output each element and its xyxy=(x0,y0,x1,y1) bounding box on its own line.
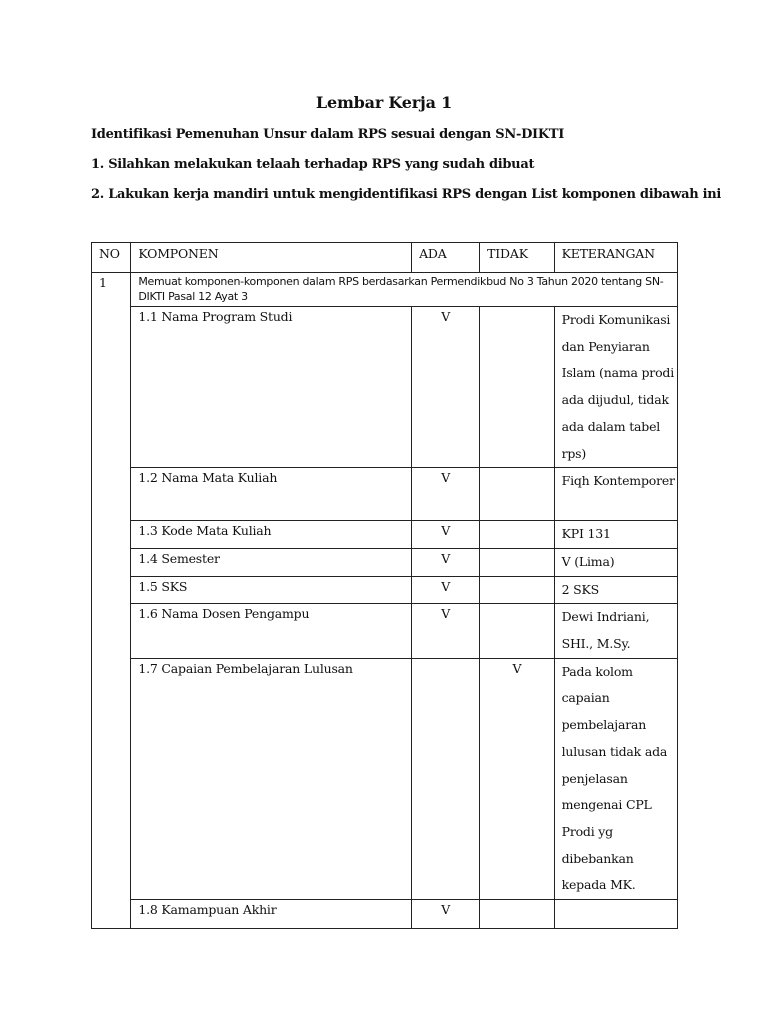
tidak-cell xyxy=(480,468,554,521)
ada-cell: V xyxy=(412,521,480,549)
keterangan-cell: Dewi Indriani, SHI., M.Sy. xyxy=(554,604,677,658)
page-title: Lembar Kerja 1 xyxy=(315,93,453,112)
tidak-cell xyxy=(480,900,554,929)
keterangan-cell: Fiqh Kontemporer xyxy=(554,468,677,521)
table-row xyxy=(92,900,678,929)
keterangan-cell: 2 SKS xyxy=(554,576,677,604)
ada-cell: V xyxy=(412,468,480,521)
tidak-cell xyxy=(480,604,554,658)
instruction-2: 2. Lakukan kerja mandiri untuk mengidentifikasi RPS dengan List komponen dibawah ini xyxy=(91,187,722,202)
header-tidak: TIDAK xyxy=(480,243,554,273)
header-ada: ADA xyxy=(412,243,480,273)
keterangan-cell: Pada kolom capaian pembelajaran lulusan tidak ada penjelasan mengenai CPL Prodi yg dibebankan kepada MK. xyxy=(554,658,677,899)
table-group-row xyxy=(92,273,678,307)
subtitle-line: Identifikasi Pemenuhan Unsur dalam RPS sesuai dengan SN-DIKTI xyxy=(91,127,564,142)
rps-checklist-table xyxy=(91,242,678,929)
ada-cell: V xyxy=(412,900,480,929)
komponen-cell: 1.2 Nama Mata Kuliah xyxy=(131,468,412,521)
komponen-cell: 1.8 Kamampuan Akhir xyxy=(131,900,412,929)
komponen-cell: 1.7 Capaian Pembelajaran Lulusan xyxy=(131,658,412,899)
table-header-row xyxy=(92,243,678,273)
komponen-cell: 1.1 Nama Program Studi xyxy=(131,307,412,468)
keterangan-cell: KPI 131 xyxy=(554,521,677,549)
keterangan-cell xyxy=(554,900,677,929)
group-number: 1 xyxy=(92,273,131,929)
komponen-cell: 1.6 Nama Dosen Pengampu xyxy=(131,604,412,658)
keterangan-cell: V (Lima) xyxy=(554,548,677,576)
tidak-cell xyxy=(480,548,554,576)
ada-cell: V xyxy=(412,548,480,576)
komponen-cell: 1.5 SKS xyxy=(131,576,412,604)
ada-cell xyxy=(412,658,480,899)
keterangan-cell: Prodi Komunikasi dan Penyiaran Islam (nama prodi ada dijudul, tidak ada dalam tabel rps) xyxy=(554,307,677,468)
ada-cell: V xyxy=(412,576,480,604)
table-row xyxy=(92,468,678,521)
tidak-cell xyxy=(480,307,554,468)
instruction-1: 1. Silahkan melakukan telaah terhadap RPS yang sudah dibuat xyxy=(91,157,535,172)
tidak-cell xyxy=(480,521,554,549)
ada-cell: V xyxy=(412,307,480,468)
table-row xyxy=(92,658,678,899)
tidak-cell xyxy=(480,576,554,604)
header-no: NO xyxy=(92,243,131,273)
table-row xyxy=(92,604,678,658)
komponen-cell: 1.4 Semester xyxy=(131,548,412,576)
table-row xyxy=(92,576,678,604)
komponen-cell: 1.3 Kode Mata Kuliah xyxy=(131,521,412,549)
table-row xyxy=(92,521,678,549)
tidak-cell: V xyxy=(480,658,554,899)
ada-cell: V xyxy=(412,604,480,658)
table-row xyxy=(92,307,678,468)
header-komponen: KOMPONEN xyxy=(131,243,412,273)
header-keterangan: KETERANGAN xyxy=(554,243,677,273)
table-row xyxy=(92,548,678,576)
group-description: Memuat komponen-komponen dalam RPS berdasarkan Permendikbud No 3 Tahun 2020 tentang SN-DIKTI Pasal 12 Ayat 3 xyxy=(131,273,678,307)
